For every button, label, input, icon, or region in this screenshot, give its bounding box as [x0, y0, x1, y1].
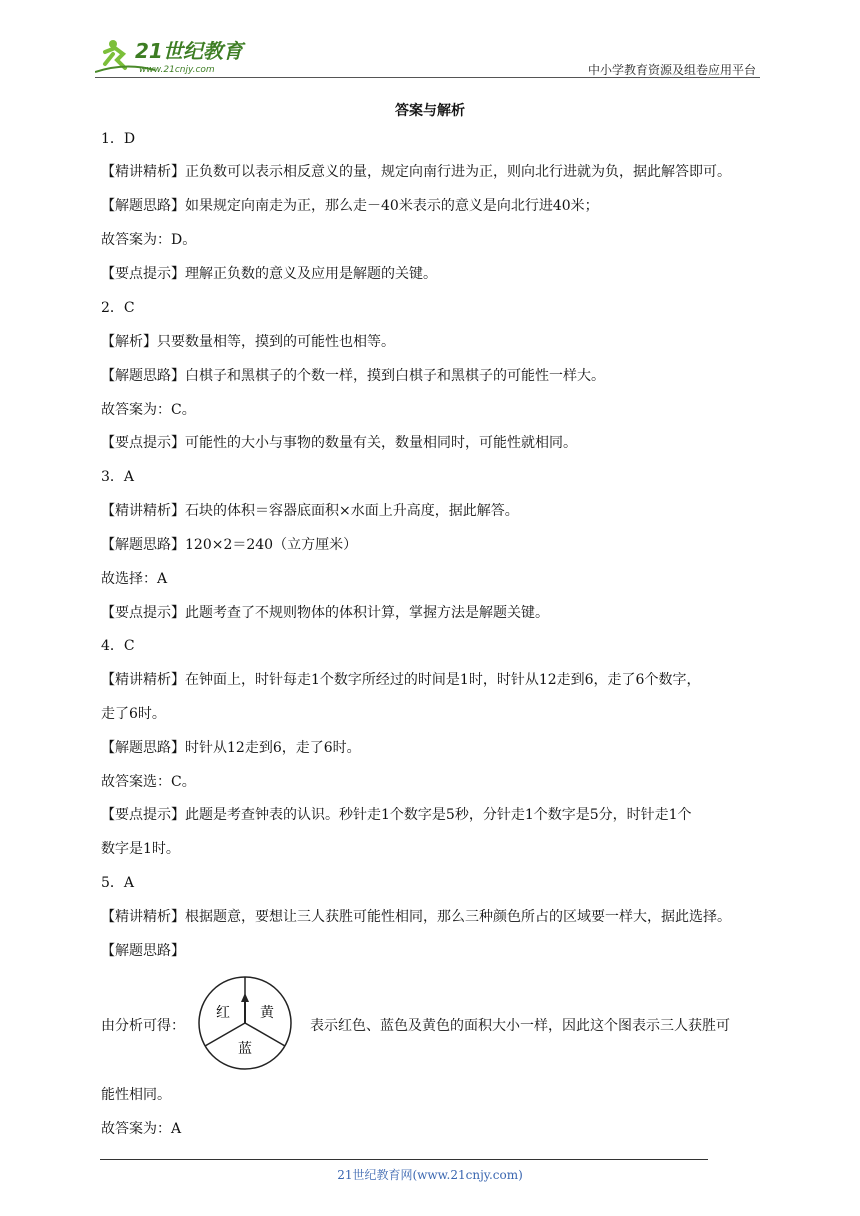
text-line: 2．C	[101, 300, 135, 316]
text-line: 故选择：A	[101, 571, 168, 587]
figure-description: 表示红色、蓝色及黄色的面积大小一样，因此这个图表示三人获胜可	[310, 1018, 730, 1034]
footer-link[interactable]: 21世纪教育网(www.21cnjy.com)	[337, 1168, 523, 1182]
platform-name: 中小学教育资源及组卷应用平台	[587, 63, 756, 77]
text-line: 【要点提示】可能性的大小与事物的数量有关，数量相同时，可能性就相同。	[101, 435, 577, 451]
text-line: 【解析】只要数量相等，摸到的可能性也相等。	[101, 334, 395, 350]
header-divider	[95, 77, 760, 78]
text-line: 3．A	[101, 469, 135, 485]
footer-divider	[100, 1159, 708, 1160]
yellow-label: 黄	[260, 1005, 274, 1021]
text-line: 故答案为：A	[101, 1121, 182, 1137]
site-logo	[95, 34, 260, 78]
text-line: 【精讲精析】正负数可以表示相反意义的量，规定向南行进为正，则向北行进就为负，据此解答即可。	[101, 164, 731, 180]
text-line: 【精讲精析】根据题意，要想让三人获胜可能性相同，那么三种颜色所占的区域要一样大，据此选择。	[101, 909, 731, 925]
pointer-arrow-icon	[241, 993, 249, 1002]
figure-lead-text: 由分析可得：	[101, 1018, 185, 1034]
blue-label: 蓝	[238, 1041, 252, 1057]
text-line: 故答案为：C。	[101, 402, 196, 418]
red-label: 红	[216, 1005, 230, 1021]
text-line: 【解题思路】白棋子和黑棋子的个数一样，摸到白棋子和黑棋子的可能性一样大。	[101, 368, 605, 384]
text-line: 走了6时。	[101, 706, 166, 722]
text-line: 【解题思路】如果规定向南走为正，那么走－40米表示的意义是向北行进40米；	[101, 198, 599, 214]
text-line: 【要点提示】此题是考查钟表的认识。秒针走1个数字是5秒，分针走1个数字是5分，时针走1个	[101, 807, 692, 823]
svg-text:21世纪教育: 21世纪教育	[135, 39, 243, 63]
text-line: 【要点提示】此题考查了不规则物体的体积计算，掌握方法是解题关键。	[101, 605, 549, 621]
text-line: 【精讲精析】在钟面上，时针每走1个数字所经过的时间是1时，时针从12走到6，走了6个数字，	[101, 672, 701, 688]
spinner-diagram	[195, 973, 295, 1073]
text-line: 1．D	[101, 131, 136, 147]
text-line: 数字是1时。	[101, 841, 180, 857]
text-line: 【要点提示】理解正负数的意义及应用是解题的关键。	[101, 266, 437, 282]
page-header	[95, 30, 760, 78]
text-line: 【精讲精析】石块的体积＝容器底面积×水面上升高度，据此解答。	[101, 503, 519, 519]
text-line: 4．C	[101, 638, 135, 654]
text-line: 5．A	[101, 875, 135, 891]
text-line: 故答案选：C。	[101, 774, 196, 790]
text-line: 【解题思路】	[101, 943, 185, 959]
page-title: 答案与解析	[395, 103, 465, 119]
text-line: 【解题思路】时针从12走到6，走了6时。	[101, 740, 361, 756]
text-line: 能性相同。	[101, 1087, 171, 1103]
svg-text:www.21cnjy.com: www.21cnjy.com	[139, 65, 215, 75]
text-line: 故答案为：D。	[101, 232, 197, 248]
text-line: 【解题思路】120×2＝240（立方厘米）	[101, 537, 358, 553]
